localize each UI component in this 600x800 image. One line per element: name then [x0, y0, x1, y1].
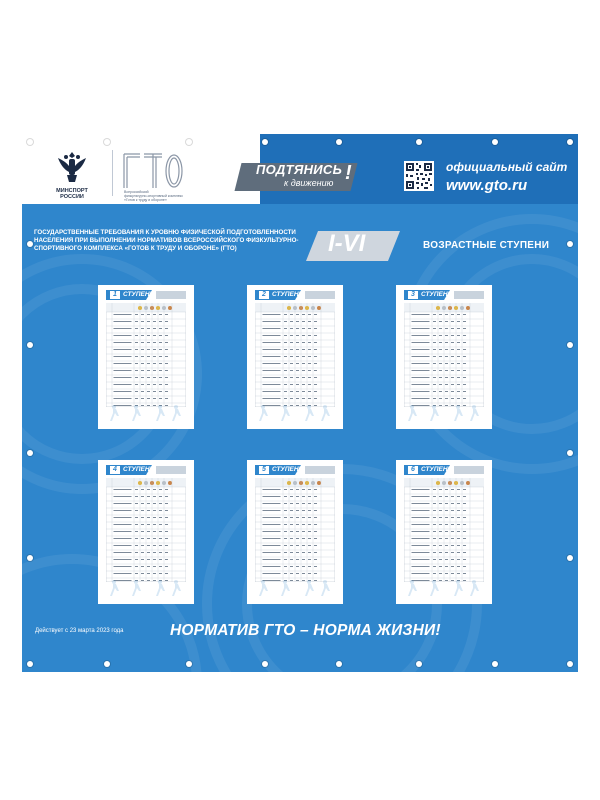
- grommet: [186, 139, 192, 145]
- standards-table: [404, 478, 484, 582]
- footer-slogan: НОРМАТИВ ГТО – НОРМА ЖИЗНИ!: [170, 622, 441, 639]
- card-subheader: [156, 466, 186, 474]
- standards-table: [106, 478, 186, 582]
- qr-code-icon[interactable]: [404, 161, 434, 191]
- athlete-silhouette-icon: [255, 578, 335, 598]
- stage-title: ВОЗРАСТНЫЕ СТУПЕНИ: [423, 240, 550, 251]
- card-header: [106, 290, 186, 300]
- grommet: [567, 241, 573, 247]
- standards-table: [255, 303, 335, 407]
- effective-date: Действует с 23 марта 2023 года: [35, 628, 124, 634]
- website-label: официальный сайт: [446, 160, 568, 174]
- grommet: [104, 661, 110, 667]
- grommet: [416, 661, 422, 667]
- gto-logo-icon: [122, 152, 184, 190]
- grommet: [567, 342, 573, 348]
- grommet: [27, 342, 33, 348]
- card-number: 2: [259, 291, 269, 299]
- card-header: [255, 290, 335, 300]
- gto-caption: Всероссийский физкультурно-спортивный комплекс «Готов к труду и обороне»: [124, 190, 184, 202]
- grommet: [262, 661, 268, 667]
- card-label: СТУПЕНЬ: [421, 291, 453, 298]
- logo-divider: [112, 150, 113, 196]
- card-label: СТУПЕНЬ: [421, 466, 453, 473]
- card-number: 3: [408, 291, 418, 299]
- card-number: 5: [259, 466, 269, 474]
- slogan-subtitle: к движению: [284, 178, 334, 188]
- grommet: [336, 661, 342, 667]
- grommet: [27, 555, 33, 561]
- grommet: [336, 139, 342, 145]
- card-label: СТУПЕНЬ: [123, 291, 155, 298]
- athlete-silhouette-icon: [106, 403, 186, 423]
- grommet: [567, 139, 573, 145]
- grommet: [567, 555, 573, 561]
- grommet: [27, 450, 33, 456]
- card-subheader: [454, 291, 484, 299]
- athlete-silhouette-icon: [255, 403, 335, 423]
- standards-table: [404, 303, 484, 407]
- standards-table: [255, 478, 335, 582]
- grommet: [27, 139, 33, 145]
- card-subheader: [305, 466, 335, 474]
- card-subheader: [305, 291, 335, 299]
- ministry-name: МИНСПОРТ РОССИИ: [56, 188, 88, 200]
- card-header: [404, 465, 484, 475]
- grommet: [104, 139, 110, 145]
- stage-range: I-VI: [328, 230, 366, 257]
- card-header: [106, 465, 186, 475]
- card-number: 6: [408, 466, 418, 474]
- website-link[interactable]: www.gto.ru: [446, 177, 528, 194]
- athlete-silhouette-icon: [106, 578, 186, 598]
- athlete-silhouette-icon: [404, 403, 484, 423]
- card-header: [404, 290, 484, 300]
- card-label: СТУПЕНЬ: [272, 291, 304, 298]
- card-number: 4: [110, 466, 120, 474]
- card-subheader: [156, 291, 186, 299]
- athlete-silhouette-icon: [404, 578, 484, 598]
- grommet: [567, 450, 573, 456]
- card-subheader: [454, 466, 484, 474]
- stage-card-3: [396, 285, 492, 429]
- stage-card-1: [98, 285, 194, 429]
- grommet: [567, 661, 573, 667]
- requirements-heading: ГОСУДАРСТВЕННЫЕ ТРЕБОВАНИЯ К УРОВНЮ ФИЗИЧЕСКОЙ ПОДГОТОВЛЕННОСТИ НАСЕЛЕНИЯ ПРИ ВЫПОЛНЕНИИ НОРМАТИВОВ ВСЕРОССИЙСКОГО ФИЗКУЛЬТУРНО-СПОРТИВНОГО КОМПЛЕКСА «ГОТОВ К ТРУДУ И ОБОРОНЕ» (ГТО): [34, 229, 299, 252]
- stage-card-2: [247, 285, 343, 429]
- grommet: [262, 139, 268, 145]
- grommet: [416, 139, 422, 145]
- slogan-title: ПОДТЯНИСЬ: [256, 162, 343, 177]
- ministry-emblem-icon: [52, 148, 92, 186]
- stage-card-6: [396, 460, 492, 604]
- card-header: [255, 465, 335, 475]
- card-label: СТУПЕНЬ: [123, 466, 155, 473]
- grommet: [27, 241, 33, 247]
- grommet: [186, 661, 192, 667]
- grommet: [492, 661, 498, 667]
- svg-text:ГТО: ГТО: [122, 152, 124, 153]
- slogan-exclamation: !: [345, 162, 352, 184]
- card-number: 1: [110, 291, 120, 299]
- stage-card-5: [247, 460, 343, 604]
- grommet: [492, 139, 498, 145]
- grommet: [27, 661, 33, 667]
- stage-card-4: [98, 460, 194, 604]
- card-label: СТУПЕНЬ: [272, 466, 304, 473]
- standards-table: [106, 303, 186, 407]
